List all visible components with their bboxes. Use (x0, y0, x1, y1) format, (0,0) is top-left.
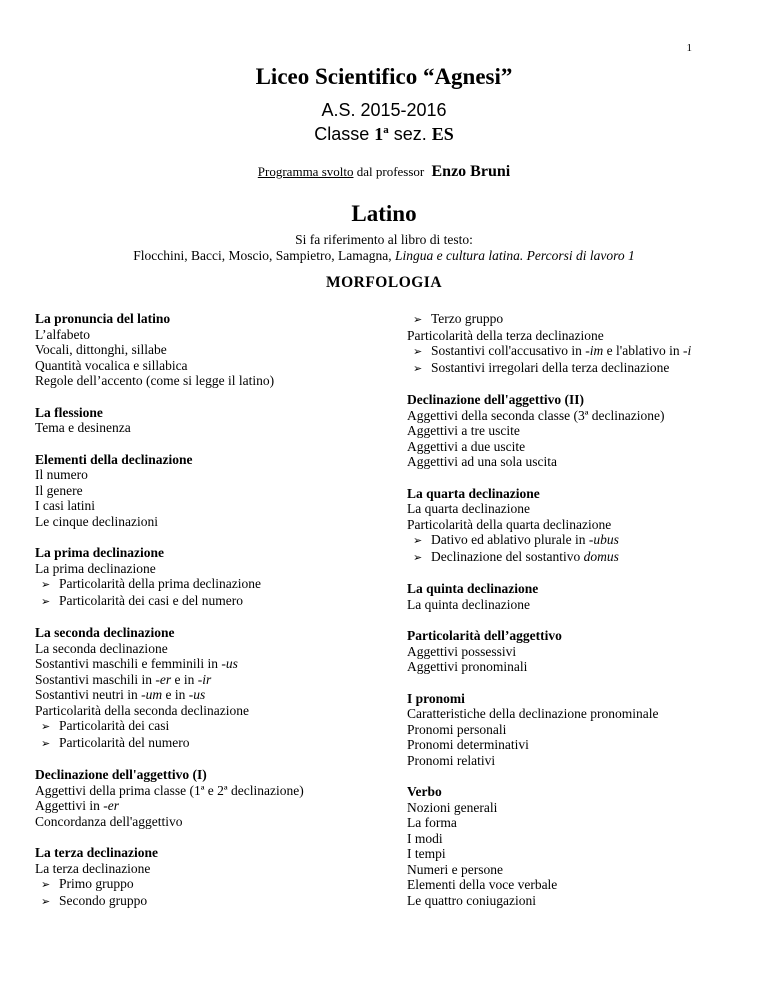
topic-heading: La pronuncia del latino (35, 311, 171, 326)
class-section: ES (431, 124, 454, 144)
topic-item: Regole dell’accento (come si legge il latino) (35, 373, 275, 388)
topic-section (407, 311, 737, 376)
program-underlined: Programma svolto (257, 164, 354, 179)
topic-item: Particolarità della quarta declinazione (407, 516, 612, 532)
topic-item: Particolarità della terza declinazione (407, 327, 604, 343)
topic-heading: La prima declinazione (35, 545, 164, 560)
topic-item: L’alfabeto (35, 326, 90, 342)
class-line (0, 120, 768, 144)
topic-item: La seconda declinazione (35, 640, 168, 656)
bullet-item: ➢ Primo gruppo (35, 876, 365, 893)
program-rest: dal professor (353, 164, 425, 179)
topic-item: Sostantivi maschili in -er e in -ir (35, 671, 212, 687)
topic-item: La quarta declinazione (407, 501, 530, 516)
topic-item: La forma (407, 815, 457, 830)
topic-item: Aggettivi pronominali (407, 659, 528, 674)
bullet-item: ➢ Particolarità dei casi (35, 718, 365, 735)
topic-item: Sostantivi neutri in -um e in -us (35, 687, 206, 702)
topic-section (35, 767, 365, 829)
bullet-item: ➢ Declinazione del sostantivo domus (407, 549, 737, 566)
bullet-item: ➢ Secondo gruppo (35, 893, 365, 910)
topic-item: Elementi della voce verbale (407, 877, 558, 892)
topic-item: Il genere (35, 482, 83, 498)
program-author-line (0, 163, 768, 181)
topic-heading: Elementi della declinazione (35, 451, 193, 467)
page-number: 1 (686, 42, 692, 54)
book-authors: Flocchini, Bacci, Moscio, Sampietro, Lamagna, (133, 248, 395, 263)
bullet-item: ➢ Particolarità della prima declinazione (35, 576, 365, 593)
topic-section (35, 845, 365, 909)
topic-item: Concordanza dell'aggettivo (35, 813, 183, 829)
topic-item: Vocali, dittonghi, sillabe (35, 342, 167, 357)
topic-heading: La quarta declinazione (407, 485, 540, 501)
textbook-reference (0, 232, 768, 264)
topic-heading: La flessione (35, 404, 103, 420)
topic-item: La terza declinazione (35, 860, 151, 876)
topic-item: Pronomi determinativi (407, 737, 529, 752)
topic-heading: I pronomi (407, 690, 465, 706)
topic-item: Aggettivi in -er (35, 798, 119, 813)
bullet-item: ➢ Sostantivi coll'accusativo in -im e l'ablativo in -i (407, 343, 737, 360)
topic-section (407, 691, 737, 769)
bullet-item: ➢ Particolarità dei casi e del numero (35, 593, 365, 610)
topic-item: I tempi (407, 846, 446, 861)
section-heading: MORFOLOGIA (325, 274, 443, 291)
topic-item: Particolarità della seconda declinazione (35, 702, 250, 718)
topic-item: Aggettivi a tre uscite (407, 423, 520, 438)
reference-intro: Si fa riferimento al libro di testo: (295, 232, 473, 247)
topic-item: Tema e desinenza (35, 420, 131, 435)
right-column (407, 311, 737, 924)
topic-section (407, 486, 737, 566)
bullet-item: ➢ Particolarità del numero (35, 735, 365, 752)
subject-title: Latino (351, 201, 417, 226)
topic-item: Aggettivi possessivi (407, 643, 517, 659)
school-year-class (0, 100, 768, 144)
class-mid: sez. (388, 124, 432, 144)
reference-book (0, 248, 768, 264)
topic-item: Pronomi personali (407, 721, 507, 737)
bullet-item: ➢ Sostantivi irregolari della terza declinazione (407, 360, 737, 377)
topic-heading: La seconda declinazione (35, 625, 175, 640)
topic-heading: La terza declinazione (35, 845, 158, 860)
topic-heading: Declinazione dell'aggettivo (I) (35, 767, 207, 782)
topic-section (35, 625, 365, 751)
topic-section (35, 311, 365, 389)
topic-item: Sostantivi maschili e femminili in -us (35, 656, 238, 671)
topic-item: I modi (407, 830, 443, 846)
topic-item: La quinta declinazione (407, 596, 530, 612)
topic-section (407, 392, 737, 470)
topic-item: Pronomi relativi (407, 752, 496, 768)
topic-heading: Particolarità dell’aggettivo (407, 628, 562, 643)
topic-item: La prima declinazione (35, 560, 156, 576)
topic-item: Caratteristiche della declinazione pronominale (407, 706, 659, 721)
topic-section (407, 628, 737, 675)
topic-item: Le cinque declinazioni (35, 513, 158, 529)
topic-item: Aggettivi ad una sola uscita (407, 454, 557, 469)
topic-item: Il numero (35, 467, 88, 482)
topic-section (35, 405, 365, 436)
topic-heading: La quinta declinazione (407, 581, 539, 596)
topic-item: Nozioni generali (407, 799, 498, 815)
bullet-item: ➢ Terzo gruppo (407, 311, 737, 328)
topic-section (35, 452, 365, 530)
professor-name: Enzo Bruni (431, 163, 511, 180)
class-number: 1$^a$ (374, 124, 389, 144)
topic-item: Numeri e persone (407, 861, 503, 877)
topic-item: Aggettivi della seconda classe (3ª declinazione) (407, 407, 665, 423)
topic-section (407, 784, 737, 908)
left-column (35, 311, 365, 925)
topic-section (407, 581, 737, 612)
book-title: Lingua e cultura latina. Percorsi di lavoro 1 (394, 248, 635, 263)
class-prefix: Classe (314, 124, 375, 144)
bullet-item: ➢ Dativo ed ablativo plurale in -ubus (407, 532, 737, 549)
topic-heading: Verbo (407, 784, 442, 799)
topic-item: Aggettivi a due uscite (407, 438, 526, 454)
topic-item: I casi latini (35, 498, 95, 513)
topic-item: Le quattro coniugazioni (407, 892, 536, 908)
topic-heading: Declinazione dell'aggettivo (II) (407, 392, 584, 407)
topic-section (35, 545, 365, 609)
school-title: Liceo Scientifico “Agnesi” (255, 64, 513, 89)
topic-item: Aggettivi della prima classe (1ª e 2ª declinazione) (35, 782, 304, 798)
topic-item: Quantità vocalica e sillabica (35, 357, 188, 373)
school-year: A.S. 2015-2016 (321, 100, 447, 120)
